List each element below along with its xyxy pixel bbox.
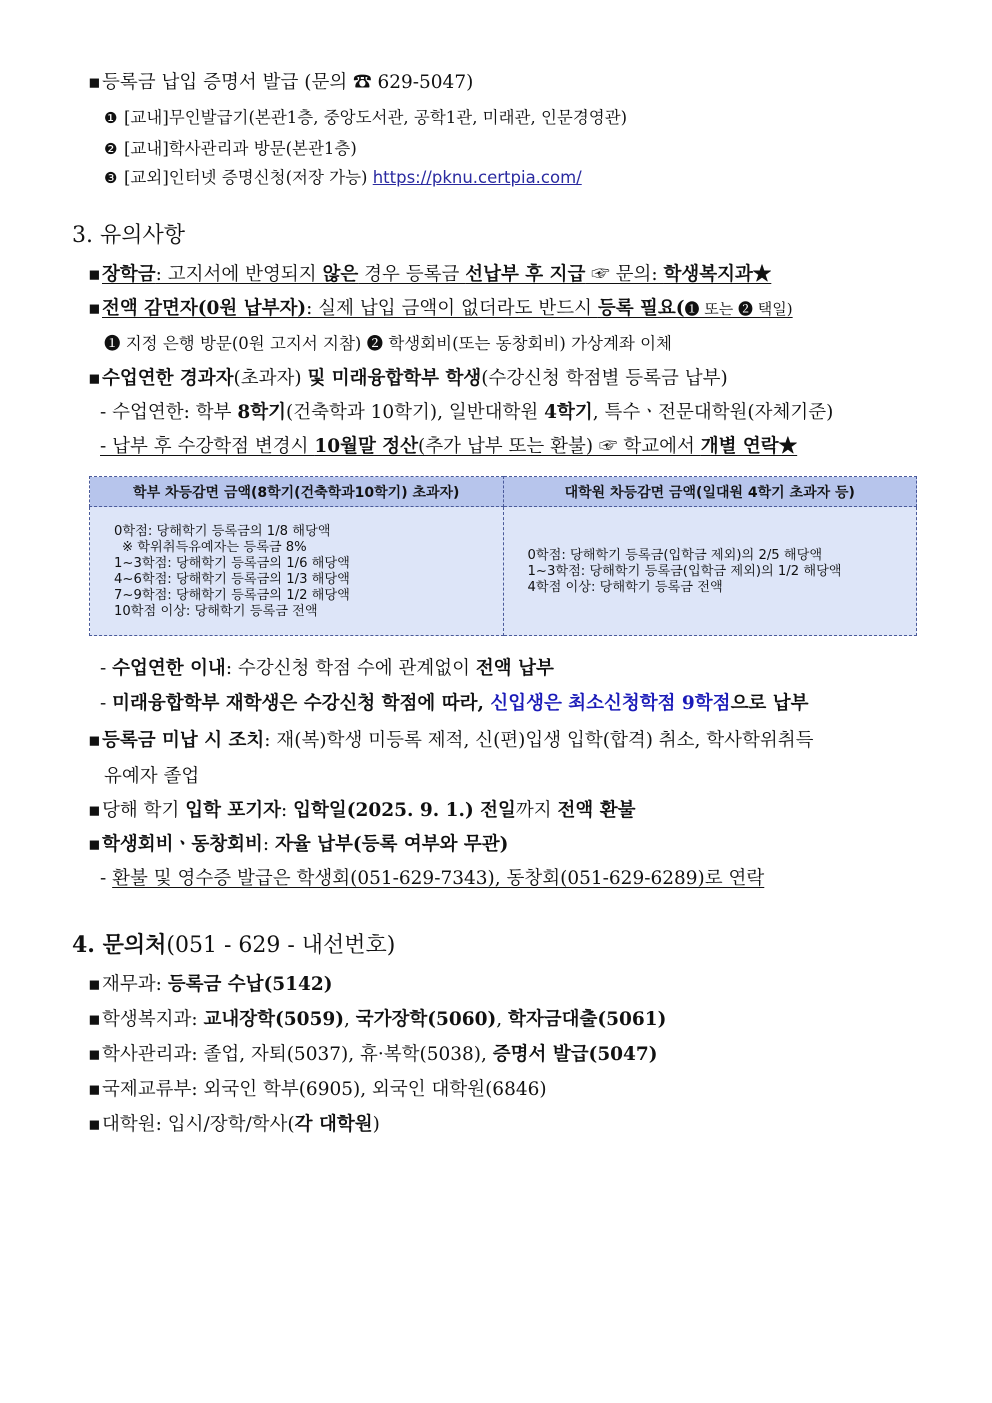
contact-international: ▪국제교류부: 외국인 학부(6905), 외국인 대학원(6846) [88,1079,547,1100]
cert-item-3: ❸ [교외]인터넷 증명신청(저장 가능) https://pknu.certpia.com/ [104,168,582,187]
cert-bullet: ▪등록금 납입 증명서 발급 (문의 ☎ 629-5047) [88,72,474,93]
cert-item-2: ❷ [교내]학사관리과 방문(본관1층) [104,139,357,158]
future-note: - 미래융합학부 재학생은 수강신청 학점에 따라, 신입생은 최소신청학점 9학점으로 납부 [100,693,809,714]
certpia-link[interactable]: https://pknu.certpia.com/ [372,168,582,187]
fees-note: ▪학생회비ㆍ동창회비: 자율 납부(등록 여부와 무관) [88,834,509,855]
section4-title: 4. 문의처(051 - 629 - 내선번호) [72,932,396,958]
table-row: 7~9학점: 당해학기 등록금의 1/2 해당액 [114,588,350,603]
unpaid-note-cont: 유예자 졸업 [104,766,200,787]
table-row: 4~6학점: 당해학기 등록금의 1/3 해당액 [114,572,350,587]
table-row: 0학점: 당해학기 등록금(입학금 제외)의 2/5 해당액 [527,548,823,563]
unpaid-note: ▪등록금 미납 시 조치: 재(복)학생 미등록 제적, 신(편)입생 입학(합격) 취소, 학사학위취득 [88,730,814,751]
scholarship-note: ▪장학금: 고지서에 반영되지 않은 경우 등록금 선납부 후 지급 ☞ 문의: 학생복지과★ [88,264,772,285]
extended-sub-2: - 납부 후 수강학점 변경시 10월말 정산(추가 납부 또는 환불) ☞ 학교에서 개별 연락★ [100,436,798,457]
contact-graduate: ▪대학원: 입시/장학/학사(각 대학원) [88,1114,380,1135]
contact-academic: ▪학사관리과: 졸업, 자퇴(5037), 휴·복학(5038), 증명서 발급(5047) [88,1044,658,1065]
contact-finance: ▪재무과: 등록금 수납(5142) [88,974,333,995]
within-note: - 수업연한 이내: 수강신청 학점 수에 관계없이 전액 납부 [100,658,554,679]
contact-welfare: ▪학생복지과: 교내장학(5059), 국가장학(5060), 학자금대출(5061) [88,1009,667,1030]
table-header-grad: 대학원 차등감면 금액(일대원 4학기 초과자 등) [503,477,917,507]
reduction-table [89,476,917,636]
table-row: 1~3학점: 당해학기 등록금의 1/6 해당액 [114,556,350,571]
exempt-sub: ❶ 지정 은행 방문(0원 고지서 지참) ❷ 학생회비(또는 동창회비) 가상계좌 이체 [104,334,672,353]
section3-title: 3. 유의사항 [72,223,185,248]
table-row: 1~3학점: 당해학기 등록금(입학금 제외)의 1/2 해당액 [527,564,842,579]
extended-note: ▪수업연한 경과자(초과자) 및 미래융합학부 학생(수강신청 학점별 등록금 납부) [88,368,728,389]
extended-sub-1: - 수업연한: 학부 8학기(건축학과 10학기), 일반대학원 4학기, 특수ㆍ전문대학원(자체기준) [100,402,834,423]
table-row: ※ 학위취득유예자는 등록금 8% [122,540,307,555]
fees-sub: - 환불 및 영수증 발급은 학생회(051-629-7343), 동창회(051-629-6289)로 연락 [100,868,765,889]
table-cell-undergrad [90,507,504,636]
cert-item-1: ❶ [교내]무인발급기(본관1층, 중앙도서관, 공학1관, 미래관, 인문경영관) [104,108,628,127]
table-row: 10학점 이상: 당해학기 등록금 전액 [114,604,318,619]
exempt-note: ▪전액 감면자(0원 납부자): 실제 납입 금액이 없더라도 반드시 등록 필요(❶ 또는 ❷ 택일) [88,298,793,319]
waive-note: ▪당해 학기 입학 포기자: 입학일(2025. 9. 1.) 전일까지 전액 환불 [88,800,636,821]
table-cell-grad [503,507,917,636]
table-row: 4학점 이상: 당해학기 등록금 전액 [527,580,723,595]
table-row: 0학점: 당해학기 등록금의 1/8 해당액 [114,524,331,539]
table-header-undergrad: 학부 차등감면 금액(8학기(건축학과10학기) 초과자) [90,477,504,507]
